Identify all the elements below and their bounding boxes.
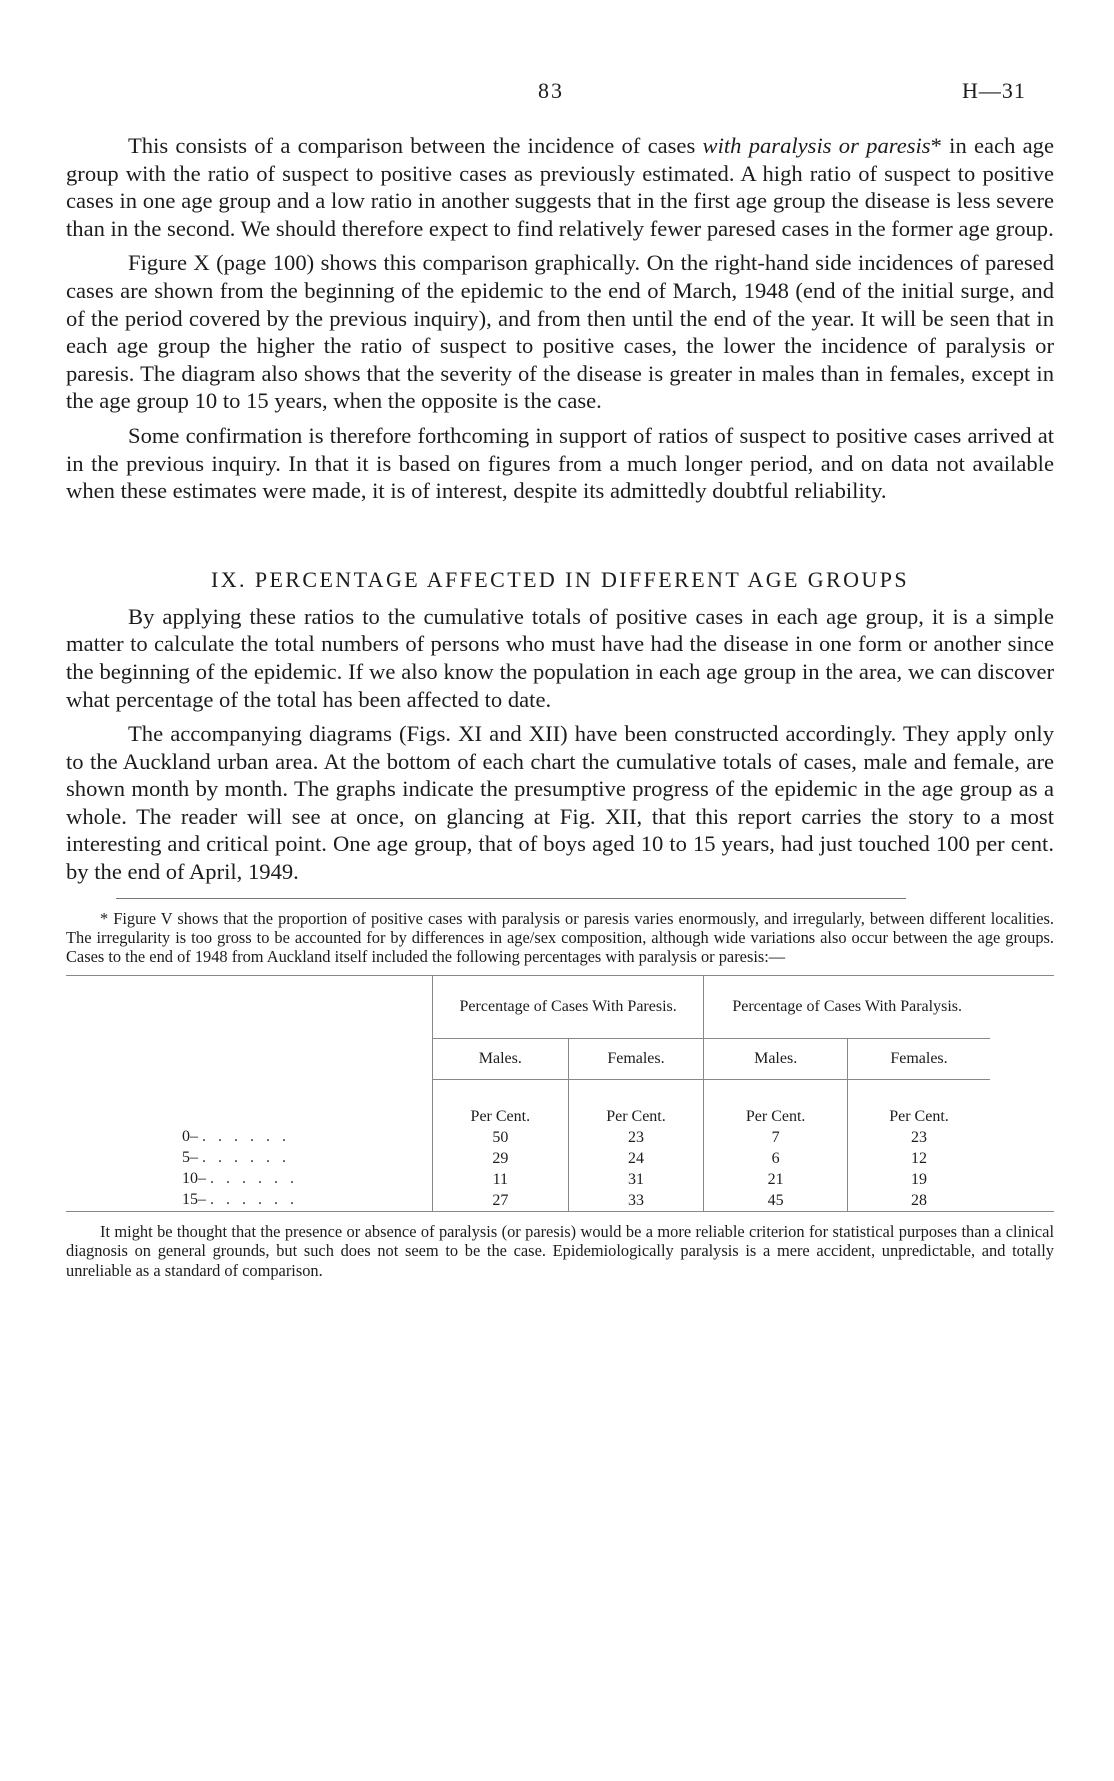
page-header: [0, 78, 1114, 108]
body-text: [66, 132, 1054, 1280]
leader-dots: . . . . . .: [202, 1149, 290, 1167]
paresis-females: 23: [568, 1127, 704, 1148]
paresis-males: 27: [433, 1190, 569, 1211]
leader-dots: . . . . . .: [202, 1128, 290, 1146]
paragraph-text: This consists of a comparison between the incidence of cases: [128, 133, 703, 158]
unit-label: Per Cent.: [433, 1106, 569, 1127]
age-group: 0–: [182, 1128, 198, 1146]
table-row: [182, 1127, 990, 1148]
paragraph-confirmation: Some confirmation is therefore forthcoming in support of ratios of suspect to positive cases arrived at in the previous inquiry. In that it is based on figures from a much longer period, and on data not available when these estimates were made, it is of interest, despite its admittedly doubtful reliability.: [66, 422, 1054, 504]
paragraph-ratios: By applying these ratios to the cumulative totals of positive cases in each age group, it is a simple matter to calculate the total numbers of persons who must have had the disease in one form or another since the beginning of the epidemic. If we also know the population in each age group in the area, we can discover what percentage of the total has been affected to date.: [66, 603, 1054, 712]
paralysis-males: 7: [704, 1127, 848, 1148]
paragraph-diagrams: The accompanying diagrams (Figs. XI and XII) have been constructed accordingly. They apply only to the Auckland urban area. At the bottom of each chart the cumulative totals of cases, male and female, are shown month by month. The graphs indicate the presumptive progress of the epidemic in the age group as a whole. The reader will see at once, on glancing at Fig. XII, that this report carries the story to a most interesting and critical point. One age group, that of boys aged 10 to 15 years, had just touched 100 per cent. by the end of April, 1949.: [66, 721, 1054, 885]
unit-label: Per Cent.: [568, 1106, 704, 1127]
paralysis-males: 21: [704, 1169, 848, 1190]
header-paralysis: Percentage of Cases With Paralysis.: [704, 976, 990, 1039]
header-paresis-females: Females.: [568, 1038, 704, 1079]
table-corner: [182, 976, 433, 1080]
paresis-females: 24: [568, 1148, 704, 1169]
paralysis-males: 45: [704, 1190, 848, 1211]
emphasis-text: with paralysis or paresis: [702, 133, 931, 158]
document-reference: H—31: [962, 78, 1026, 103]
leader-dots: . . . . . .: [210, 1191, 298, 1209]
paresis-males: 29: [433, 1148, 569, 1169]
paragraph-comparison: [66, 132, 1054, 242]
paralysis-females: 23: [847, 1127, 990, 1148]
footnote-continuation: It might be thought that the presence or absence of paralysis (or paresis) would be a more reliable criterion for statistical purposes than a clinical diagnosis on general grounds, but such does not seem to be the case. Epidemiologically paralysis is a mere accident, unpredictable, and totally unreliable as a standard of comparison.: [66, 1221, 1054, 1280]
paresis-paralysis-table: [182, 976, 990, 1211]
paralysis-females: 28: [847, 1190, 990, 1211]
header-paralysis-females: Females.: [847, 1038, 990, 1079]
paralysis-males: 6: [704, 1148, 848, 1169]
leader-dots: . . . . . .: [210, 1170, 298, 1188]
header-paralysis-males: Males.: [704, 1038, 848, 1079]
paresis-females: 33: [568, 1190, 704, 1211]
paresis-males: 50: [433, 1127, 569, 1148]
section-heading: IX. PERCENTAGE AFFECTED IN DIFFERENT AGE GROUPS: [211, 566, 909, 592]
footnote-divider: [116, 898, 906, 899]
paresis-females: 31: [568, 1169, 704, 1190]
table-row: [182, 1148, 990, 1169]
unit-label: Per Cent.: [704, 1106, 848, 1127]
paragraph-text: * in each age group with the ratio of suspect to positive cases as previously estimated. A high ratio of suspect to positive cases in one age group and a low ratio in another suggests that in the first age group the disease is less severe than in the second. We should therefore expect to find relatively fewer paresed cases in the former age group.: [66, 133, 1054, 241]
table-unit-row: [182, 1106, 990, 1127]
paralysis-females: 19: [847, 1169, 990, 1190]
age-group: 15–: [182, 1191, 206, 1209]
table-row: [182, 1190, 990, 1211]
age-group: 10–: [182, 1170, 206, 1188]
header-paresis-males: Males.: [433, 1038, 569, 1079]
age-group: 5–: [182, 1149, 198, 1167]
table-bottom-rule: [66, 1211, 1054, 1212]
unit-label: Per Cent.: [847, 1106, 990, 1127]
paralysis-females: 12: [847, 1148, 990, 1169]
page-number: 83: [538, 78, 564, 103]
paresis-males: 11: [433, 1169, 569, 1190]
footnote-text: * Figure V shows that the proportion of positive cases with paralysis or paresis varies enormously, and irregularly, between different localities. The irregularity is too gross to be accounted for by differences in age/sex composition, although wide variations also occur between the age groups. Cases to the end of 1948 from Auckland itself included the following percentages with paralysis or paresis:—: [66, 908, 1054, 967]
table-row: [182, 1169, 990, 1190]
header-paresis: Percentage of Cases With Paresis.: [433, 976, 704, 1039]
paragraph-figure-x: Figure X (page 100) shows this comparison graphically. On the right-hand side incidences of paresed cases are shown from the beginning of the epidemic to the end of March, 1948 (end of the initial surge, and of the period covered by the previous inquiry), and from then until the end of the year. It will be seen that in each age group the higher the ratio of suspect to positive cases, the lower the incidence of paralysis or paresis. The diagram also shows that the severity of the disease is greater in males than in females, except in the age group 10 to 15 years, when the opposite is the case.: [66, 250, 1054, 414]
